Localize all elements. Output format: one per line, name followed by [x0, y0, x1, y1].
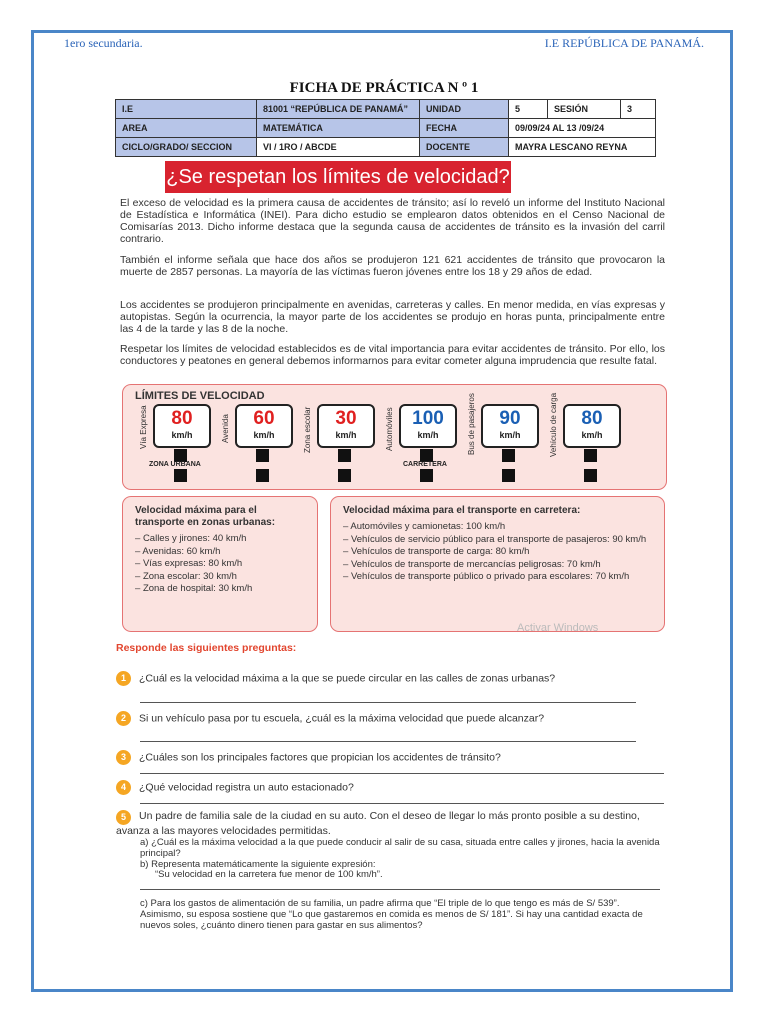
speed-limits-title: LÍMITES DE VELOCIDAD [135, 390, 265, 402]
question-5 [116, 810, 668, 837]
list-item: – Zona de hospital: 30 km/h [135, 583, 305, 596]
speed-sign-automoviles [399, 404, 457, 448]
question-number: 3 [116, 750, 131, 765]
question-text: ¿Qué velocidad registra un auto estacionado? [139, 781, 354, 794]
speed-sign-zona-escolar [317, 404, 375, 448]
docente-value: MAYRA LESCANO REYNA [509, 138, 656, 157]
unidad-value: 5 [509, 100, 548, 119]
zona-urbana-label: ZONA URBANA [149, 461, 201, 468]
speed-unit: km/h [417, 430, 439, 440]
question-5b: b) Representa matemáticamente la siguiente expresión: [140, 859, 376, 870]
sign-label-zona-escolar: Zona escolar [303, 406, 312, 453]
carretera-label: CARRETERA [403, 461, 447, 468]
speed-unit: km/h [581, 430, 603, 440]
question-3 [116, 750, 668, 765]
question-text: ¿Cuáles son los principales factores que propician los accidentes de tránsito? [139, 751, 501, 764]
urban-box-title: Velocidad máxima para el transporte en zonas urbanas: [135, 505, 276, 528]
list-item: – Avenidas: 60 km/h [135, 546, 305, 559]
answer-line[interactable] [140, 773, 664, 774]
question-5a: a) ¿Cuál es la máxima velocidad a la que puede conducir al salir de su casa, situada entre calles y jirones, hacia la avenida principal? [140, 837, 660, 859]
area-label: AREA [116, 119, 257, 138]
question-number: 2 [116, 711, 131, 726]
sign-post [256, 449, 269, 462]
urban-speed-list [135, 533, 305, 596]
sign-label-via-expresa: Vía Expresa [139, 405, 148, 449]
paragraph-4: Respetar los límites de velocidad establecidos es de vital importancia para evitar accidentes de tránsito. Por ello, los conductores y peatones en general debemos informarnos para evitar cometer alguna imprudencia que resulte fatal. [120, 343, 665, 367]
answer-line[interactable] [140, 741, 636, 742]
speed-limits-panel [122, 384, 667, 490]
speed-unit: km/h [499, 430, 521, 440]
sign-post [338, 449, 351, 462]
sign-base [420, 469, 433, 482]
questions-title: Responde las siguientes preguntas: [116, 642, 297, 654]
sign-post [502, 449, 515, 462]
answer-line[interactable] [140, 702, 636, 703]
speed-sign-via-expresa [153, 404, 211, 448]
sign-label-automoviles: Automóviles [385, 407, 394, 451]
list-item: – Zona escolar: 30 km/h [135, 571, 305, 584]
speed-value: 80 [171, 408, 193, 429]
road-speed-box [330, 496, 665, 632]
page-title: FICHA DE PRÁCTICA N º 1 [289, 80, 479, 96]
list-item: – Vehículos de transporte de mercancías peligrosas: 70 km/h [343, 559, 652, 572]
question-5c: c) Para los gastos de alimentación de su familia, un padre afirma que “El triple de lo que tengo es más de S/ 539”. Asimismo, su esposa sostiene que “Lo que gastaremos en comida es menos de S/ 181”. Si hay una cantidad exacta de nuevos soles, ¿cuánto dinero tienen para gastar en sus alimentos? [140, 898, 643, 931]
speed-unit: km/h [253, 430, 275, 440]
fecha-label: FECHA [420, 119, 509, 138]
paragraph-3: Los accidentes se produjeron principalmente en avenidas, carreteras y calles. En menor medida, en vías expresas y autopistas. Según la ocurrencia, la mayor parte de los accidentes se produjo en horas punta, principalmente entre las 4 de la tarde y las 8 de la noche. [120, 299, 665, 335]
question-text: Un padre de familia sale de la ciudad en su auto. Con el deseo de llegar lo más pronto posible a su destino, avanza a las mayores velocidades permitidas. [116, 810, 640, 837]
sesion-value: 3 [621, 100, 656, 119]
list-item: – Vehículos de servicio público para el transporte de pasajeros: 90 km/h [343, 534, 652, 547]
sign-base [584, 469, 597, 482]
activation-watermark: Activar Windows [517, 622, 599, 634]
sign-base [256, 469, 269, 482]
sign-base [338, 469, 351, 482]
question-text: ¿Cuál es la velocidad máxima a la que se puede circular en las calles de zonas urbanas? [139, 672, 556, 685]
header-school: I.E REPÚBLICA DE PANAMÁ. [544, 36, 704, 50]
speed-sign-carga [563, 404, 621, 448]
question-text: Si un vehículo pasa por tu escuela, ¿cuál es la máxima velocidad que puede alcanzar? [139, 712, 545, 725]
speed-unit: km/h [171, 430, 193, 440]
list-item: – Vehículos de transporte de carga: 80 km/h [343, 546, 652, 559]
sign-base [502, 469, 515, 482]
sign-label-carga: Vehículo de carga [549, 392, 558, 457]
area-value: MATEMÁTICA [257, 119, 420, 138]
list-item: – Automóviles y camionetas: 100 km/h [343, 521, 652, 534]
answer-line[interactable] [140, 803, 664, 804]
ciclo-value: VI / 1RO / ABCDE [257, 138, 420, 157]
topic-banner: ¿Se respetan los límites de velocidad? [165, 161, 511, 193]
question-5b-quote: “Su velocidad en la carretera fue menor de 100 km/h”. [155, 869, 383, 880]
question-1 [116, 671, 668, 686]
info-table [115, 99, 656, 157]
speed-value: 90 [499, 408, 521, 429]
urban-speed-box [122, 496, 318, 632]
docente-label: DOCENTE [420, 138, 509, 157]
speed-value: 100 [412, 408, 444, 429]
list-item: – Vehículos de transporte público o privado para escolares: 70 km/h [343, 571, 652, 584]
road-speed-list [343, 521, 652, 584]
road-box-title: Velocidad máxima para el transporte en carretera: [343, 505, 581, 516]
sign-label-avenida: Avenida [221, 414, 230, 443]
question-2 [116, 711, 668, 726]
sesion-label: SESIÓN [548, 100, 621, 119]
header-grade: 1ero secundaria. [64, 36, 143, 50]
question-4 [116, 780, 668, 795]
list-item: – Vías expresas: 80 km/h [135, 558, 305, 571]
speed-value: 60 [253, 408, 275, 429]
ciclo-label: CICLO/GRADO/ SECCION [116, 138, 257, 157]
speed-sign-bus [481, 404, 539, 448]
list-item: – Calles y jirones: 40 km/h [135, 533, 305, 546]
paragraph-1: El exceso de velocidad es la primera causa de accidentes de tránsito; así lo reveló un informe del Instituto Nacional de Estadística e Informática (INEI). Para dicho estudio se emplearon datos obtenidos en el Censo Nacional de Comisarías 2013. Dicho informe destaca que la segunda causa de accidentes de tránsito es la invasión del carril contrario. [120, 197, 665, 245]
answer-line[interactable] [140, 889, 660, 890]
speed-sign-avenida [235, 404, 293, 448]
question-number: 1 [116, 671, 131, 686]
sign-base [174, 469, 187, 482]
speed-unit: km/h [335, 430, 357, 440]
speed-value: 30 [335, 408, 357, 429]
sign-post [584, 449, 597, 462]
question-number: 5 [116, 810, 131, 825]
ie-value: 81001 “REPÚBLICA DE PANAMÁ” [257, 100, 420, 119]
ie-label: I.E [116, 100, 257, 119]
unidad-label: UNIDAD [420, 100, 509, 119]
fecha-value: 09/09/24 AL 13 /09/24 [509, 119, 656, 138]
question-number: 4 [116, 780, 131, 795]
sign-label-bus: Bus de pasajeros [467, 393, 476, 455]
speed-value: 80 [581, 408, 603, 429]
paragraph-2: También el informe señala que hace dos años se produjeron 121 621 accidentes de tránsito que provocaron la muerte de 2857 personas. La mayoría de las víctimas fueron jóvenes entre los 18 y 29 años de edad. [120, 254, 665, 278]
